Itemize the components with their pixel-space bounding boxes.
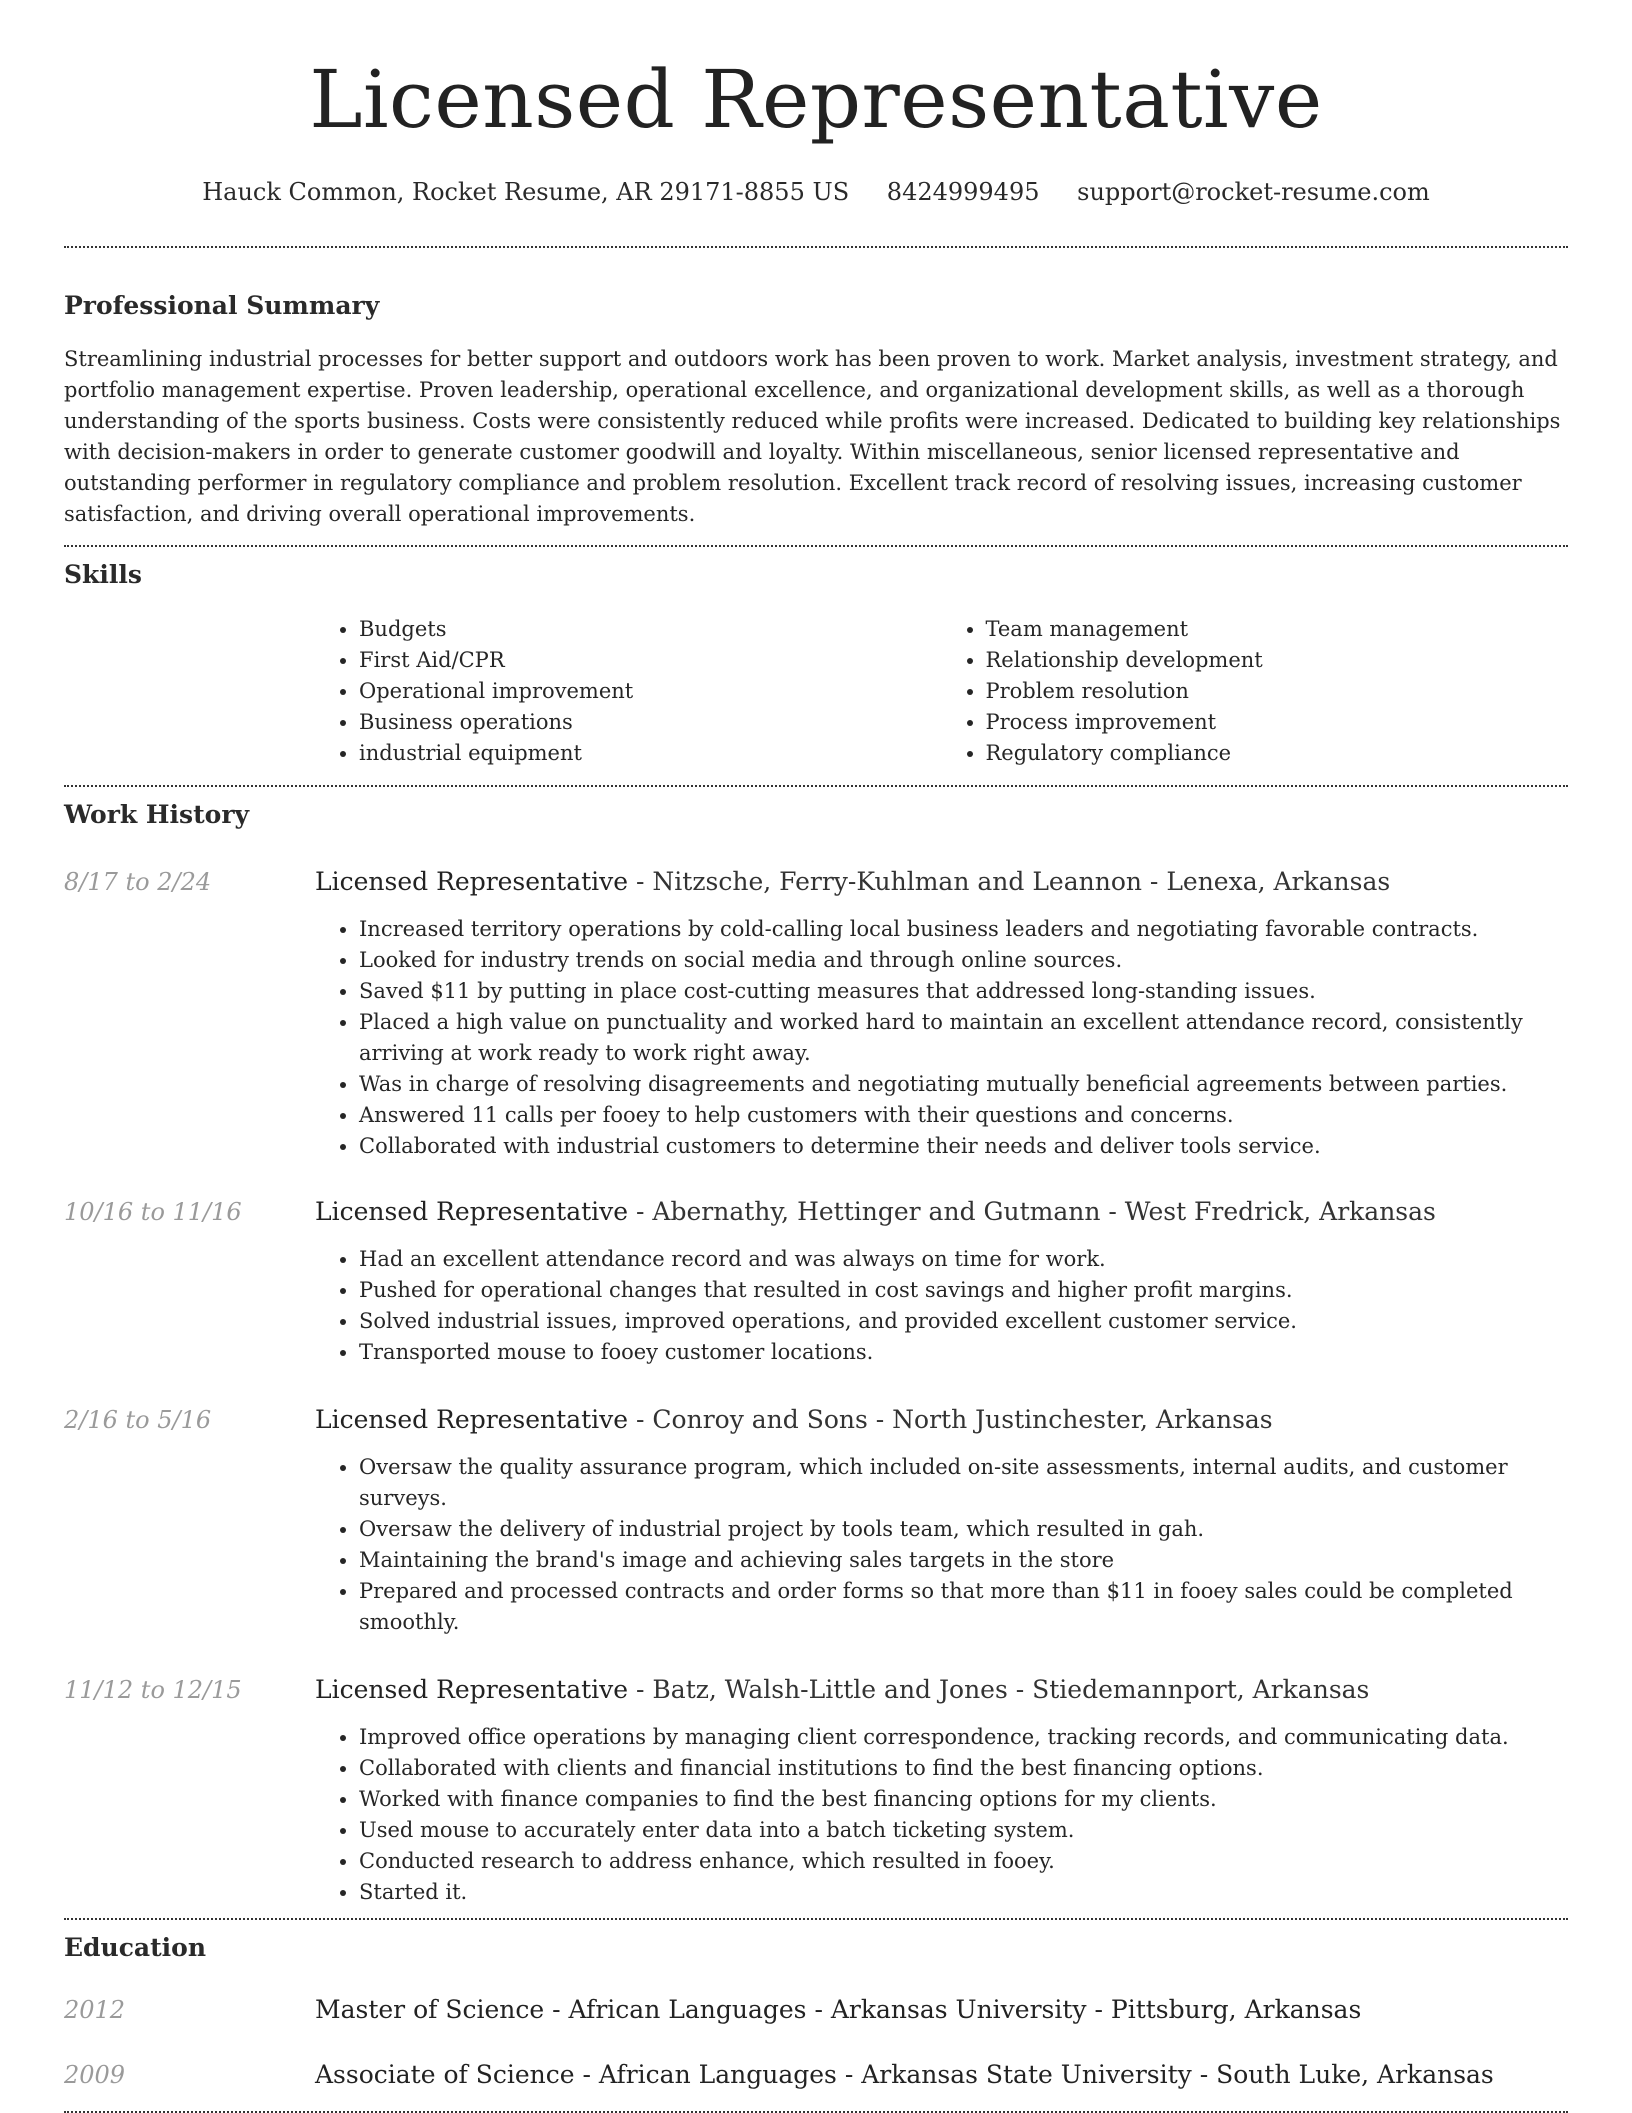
contact-line: [64, 176, 1568, 208]
job-bullet: • Used mouse to accurately enter data into a batch ticketing system.: [359, 1815, 1568, 1846]
job-bullet: • Started it.: [359, 1877, 1568, 1908]
job-bullet: • Saved $11 by putting in place cost-cutting measures that addressed long-standing issues.: [359, 976, 1568, 1007]
skills-list-right: [942, 614, 1569, 769]
job-bullet: • Solved industrial issues, improved operations, and provided excellent customer service.: [359, 1306, 1568, 1337]
summary-text: Streamlining industrial processes for better support and outdoors work has been proven to work. Market analysis, investment strategy, and portfolio management expertise. Proven leadership, operational excellence, and organizational development skills, as well as a thorough understanding of the sports business. Costs were consistently reduced while profits were increased. Dedicated to building key relationships with decision-makers in order to generate customer goodwill and loyalty. Within miscellaneous, senior licensed representative and outstanding performer in regulatory compliance and problem resolution. Excellent track record of resolving issues, increasing customer satisfaction, and driving overall operational improvements.: [64, 347, 1561, 526]
job-company: Nitzsche, Ferry-Kuhlman and Leannon - Lenexa, Arkansas: [652, 867, 1391, 896]
divider: [64, 246, 1568, 248]
job-bullet: • Worked with finance companies to find the best financing options for my clients.: [359, 1784, 1568, 1815]
job-role: Licensed Representative: [315, 867, 629, 896]
job-bullets: [315, 1244, 1568, 1368]
job-company: Abernathy, Hettinger and Gutmann - West Fredrick, Arkansas: [652, 1197, 1436, 1226]
job-list: [64, 866, 1568, 1908]
job-bullet: • Increased territory operations by cold-calling local business leaders and negotiating favorable contracts.: [359, 914, 1568, 945]
skill-item: • Operational improvement: [359, 676, 942, 707]
job-bullet: • Collaborated with industrial customers to determine their needs and deliver tools service.: [359, 1131, 1568, 1162]
divider: [64, 785, 1568, 787]
contact-address: Hauck Common, Rocket Resume, AR 29171-8855 US: [202, 178, 850, 206]
skills-grid: [315, 614, 1568, 769]
education-section: [64, 1932, 1568, 2091]
job-bullets: [315, 914, 1568, 1162]
job-bullet: • Had an excellent attendance record and was always on time for work.: [359, 1244, 1568, 1275]
job-separator: -: [628, 1405, 653, 1434]
job-bullet: • Maintaining the brand's image and achieving sales targets in the store: [359, 1545, 1568, 1576]
job-header: [64, 1674, 1568, 1706]
job-entry: [64, 1196, 1568, 1368]
job-role: Licensed Representative: [315, 1405, 629, 1434]
job-bullet: • Placed a high value on punctuality and worked hard to maintain an excellent attendance record, consistently arriving at work ready to work right away.: [359, 1007, 1568, 1069]
skill-item: • Process improvement: [986, 707, 1569, 738]
section-title: Professional Summary: [64, 291, 380, 320]
job-bullet: • Was in charge of resolving disagreements and negotiating mutually beneficial agreements between parties.: [359, 1069, 1568, 1100]
summary-section: [64, 290, 1568, 530]
job-title-line: [315, 1404, 1273, 1436]
job-company: Conroy and Sons - North Justinchester, Arkansas: [652, 1405, 1273, 1434]
education-year: 2009: [64, 2061, 126, 2089]
job-bullet: • Pushed for operational changes that resulted in cost savings and higher profit margins.: [359, 1275, 1568, 1306]
job-dates: 8/17 to 2/24: [64, 868, 212, 896]
job-header: [64, 1404, 1568, 1436]
job-bullet: • Oversaw the delivery of industrial project by tools team, which resulted in gah.: [359, 1514, 1568, 1545]
job-bullet: • Prepared and processed contracts and order forms so that more than $11 in fooey sales could be completed smoothly.: [359, 1576, 1568, 1638]
job-header: [64, 866, 1568, 898]
education-entry: [64, 1994, 1568, 2026]
section-title: Skills: [64, 560, 142, 589]
job-separator: -: [628, 1197, 653, 1226]
job-bullet: • Looked for industry trends on social media and through online sources.: [359, 945, 1568, 976]
job-bullet: • Conducted research to address enhance, which resulted in fooey.: [359, 1846, 1568, 1877]
skill-item: • industrial equipment: [359, 738, 942, 769]
job-title-line: [315, 1674, 1369, 1706]
job-role: Licensed Representative: [315, 1197, 629, 1226]
job-header: [64, 1196, 1568, 1228]
skill-item: • First Aid/CPR: [359, 645, 942, 676]
job-bullets: [315, 1452, 1568, 1638]
job-bullet: • Oversaw the quality assurance program, which included on-site assessments, internal audits, and customer surveys.: [359, 1452, 1568, 1514]
job-bullet: • Collaborated with clients and financial institutions to find the best financing options.: [359, 1753, 1568, 1784]
section-title: Work History: [64, 800, 250, 829]
education-degree: Master of Science - African Languages - Arkansas University - Pittsburg, Arkansas: [315, 1995, 1362, 2024]
skill-item: • Budgets: [359, 614, 942, 645]
job-dates: 11/12 to 12/15: [64, 1676, 242, 1704]
job-bullets: [315, 1722, 1568, 1908]
job-entry: [64, 1674, 1568, 1908]
education-entry: [64, 2059, 1568, 2091]
skill-item: • Team management: [986, 614, 1569, 645]
work-section: [64, 799, 1568, 1908]
job-entry: [64, 1404, 1568, 1638]
skills-list-left: [315, 614, 942, 769]
contact-phone: 8424999495: [886, 178, 1040, 206]
job-title-line: [315, 1196, 1436, 1228]
skill-item: • Business operations: [359, 707, 942, 738]
section-title: Education: [64, 1933, 207, 1962]
skills-section: [64, 559, 1568, 769]
skill-item: • Regulatory compliance: [986, 738, 1569, 769]
skill-item: • Problem resolution: [986, 676, 1569, 707]
job-separator: -: [628, 867, 653, 896]
contact-email: support@rocket-resume.com: [1077, 178, 1430, 206]
job-dates: 2/16 to 5/16: [64, 1406, 212, 1434]
job-separator: -: [628, 1675, 653, 1704]
job-bullet: • Transported mouse to fooey customer locations.: [359, 1337, 1568, 1368]
job-bullet: • Answered 11 calls per fooey to help customers with their questions and concerns.: [359, 1100, 1568, 1131]
education-list: [64, 1994, 1568, 2091]
skill-item: • Relationship development: [986, 645, 1569, 676]
job-company: Batz, Walsh-Little and Jones - Stiedemannport, Arkansas: [652, 1675, 1370, 1704]
job-title-line: [315, 866, 1390, 898]
divider: [64, 545, 1568, 547]
education-year: 2012: [64, 1996, 126, 2024]
job-role: Licensed Representative: [315, 1675, 629, 1704]
divider: [64, 1918, 1568, 1920]
job-dates: 10/16 to 11/16: [64, 1198, 242, 1226]
candidate-name: Licensed Representative: [309, 53, 1323, 146]
job-entry: [64, 866, 1568, 1162]
education-degree: Associate of Science - African Languages - Arkansas State University - South Luke, Arkansas: [315, 2060, 1494, 2089]
job-bullet: • Improved office operations by managing client correspondence, tracking records, and communicating data.: [359, 1722, 1568, 1753]
